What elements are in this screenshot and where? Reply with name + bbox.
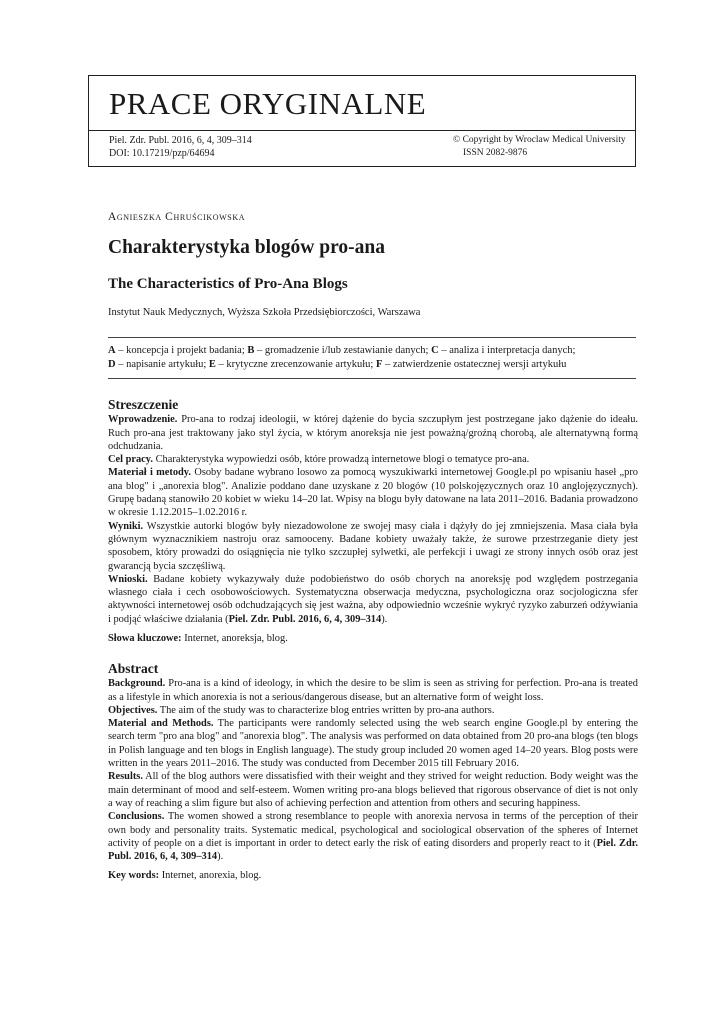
paragraph-label: Material and Methods. [108, 718, 214, 730]
abstract-section [108, 662, 638, 883]
contrib-text: – gromadzenie i/lub zestawianie danych; [254, 345, 432, 356]
citation-ref: Piel. Zdr. Publ. 2016, 6, 4, 309–314 [228, 613, 382, 625]
author-name: Agnieszka Chruścikowska [108, 211, 246, 223]
copyright-line: © Copyright by Wroclaw Medical University [453, 135, 626, 145]
contrib-letter: D [108, 358, 116, 370]
contrib-text: – krytyczne zrecenzowanie artykułu; [215, 358, 376, 370]
article-title-en: The Characteristics of Pro-Ana Blogs [108, 276, 348, 292]
abstract-paragraph [108, 573, 638, 626]
paragraph-text: Badane kobiety wykazywały duże podobieństwo do osób chorych na anoreksję pod względem postrzegania własnego ciała i cech osobowościowych. Systematyczna obserwacja medyczna, psychologiczna oraz socjologiczna sfer aktywności internetowej osób odchudzających się jest ważna, aby odpowiednio wcześnie wykryć ryzyko zaburzeń odżywiania i podjąć właściwe działania ( [108, 573, 638, 625]
abstract-paragraph [108, 810, 638, 863]
contributions-box [108, 337, 636, 379]
copyright-block [453, 134, 631, 160]
section-heading: Abstract [108, 661, 159, 676]
paragraph-text: Wszystkie autorki blogów były niezadowolone ze swojej masy ciała i dążyły do jej zmniejszenia. Masa ciała była głównym wyznacznikiem nastroju oraz samooceny. Badane kobiety uważały także, że surowe przestrzeganie diety jest sposobem, który prowadzi do osiągnięcia nie tylko szczupłej sylwetki, ale perfekcji i uwagi ze strony innych osób oraz jest gwarancją bycia szczęśliwą. [108, 520, 638, 572]
citation-ref: Piel. Zdr. Publ. 2016, 6, 4, 309–314 [108, 837, 638, 863]
paragraph-text: The participants were randomly selected using the web search engine Google.pl by entering the search term "pro ana blog" and "anorexia blog". The analysis was performed on data obtained from 20 pro-ana blogs (ten blogs in Polish language and ten blogs in English language). The study group included 20 women aged 14–20 years. Blog posts were written in the years 2011–2016. The study was conducted from December 2015 till February 2016. [108, 718, 638, 770]
keywords-label: Słowa kluczowe: [108, 633, 182, 645]
paragraph-text: Pro-ana to rodzaj ideologii, w której dążenie do bycia szczupłym jest postrzegane jako dążenie do ideału. Ruch pro-ana jest traktowany jako styl życia, w którym anoreksja nie jest poważną/groźną chorobą, ale alternatywną formą odchudzania. [108, 414, 638, 452]
contrib-text: – napisanie artykułu; [115, 358, 209, 370]
paragraph-label: Results. [108, 771, 143, 783]
keywords-text: Internet, anoreksja, blog. [181, 633, 288, 645]
abstract-paragraph [108, 413, 638, 453]
section-title: PRACE ORYGINALNE [109, 86, 427, 121]
abstract-paragraph [108, 520, 638, 573]
contrib-text: – analiza i interpretacja danych; [438, 345, 576, 356]
paragraph-label: Wyniki. [108, 520, 144, 532]
abstract-paragraph [108, 453, 638, 466]
paragraph-label: Background. [108, 678, 166, 690]
doi-line: DOI: 10.17219/pzp/64694 [109, 148, 215, 159]
abstract-paragraph [108, 677, 638, 704]
paragraph-text: The aim of the study was to characterize blog entries written by pro-ana authors. [157, 704, 495, 716]
contrib-letter: F [375, 358, 383, 370]
paragraph-label: Wnioski. [108, 573, 148, 585]
journal-header [88, 75, 636, 167]
contrib-text: – koncepcja i projekt badania; [115, 345, 248, 356]
abstract-paragraph [108, 717, 638, 770]
paragraph-label: Materiał i metody. [108, 467, 192, 479]
keywords-line [108, 869, 638, 882]
contrib-letter: B [247, 345, 255, 356]
header-divider [89, 130, 635, 131]
paragraph-label: Cel pracy. [108, 454, 154, 466]
contributions-line-2 [108, 358, 636, 372]
affiliation: Instytut Nauk Medycznych, Wyższa Szkoła Przedsiębiorczości, Warszawa [108, 307, 421, 318]
keywords-line [108, 632, 638, 645]
contrib-letter: E [208, 358, 216, 370]
paragraph-tail: ). [217, 851, 224, 863]
paragraph-tail: ). [381, 613, 388, 625]
section-heading: Streszczenie [108, 397, 179, 412]
paragraph-text: Pro-ana is a kind of ideology, in which the desire to be slim is seen as striving for perfection. Pro-ana is treated as a lifestyle in which anorexia is not a serious/dangerous disease, but an alternative form of weight loss. [108, 678, 638, 703]
contrib-letter: A [108, 345, 116, 356]
paragraph-label: Conclusions. [108, 811, 165, 823]
citation-block [109, 134, 252, 160]
paragraph-text: All of the blog authors were dissatisfied with their weight and they strived for weight reduction. Body weight was the main determinant of mood and self-esteem. Women writing pro-ana blogs believed that rigorous observance of diet is not only a way of reaching a slim figure but also of achieving perfection and attention from others and securing happiness. [108, 771, 638, 809]
contributions-line-1 [108, 344, 636, 358]
contrib-letter: C [431, 345, 439, 356]
paragraph-text: Osoby badane wybrano losowo za pomocą wyszukiwarki internetowej Google.pl po wpisaniu haseł „pro ana blog" i „anorexia blog". Analizie poddano dane uzyskane z 20 blogów (10 polskojęzycznych oraz 10 anglojęzycznych). Grupę badaną stanowiło 20 kobiet w wieku 14–20 lat. Wpisy na blogu były datowane na lata 2011–2016. Badania prowadzono w okresie 1.12.2015–1.02.2016 r. [108, 467, 638, 519]
abstract-paragraph [108, 466, 638, 519]
keywords-label: Key words: [108, 870, 160, 882]
abstract-paragraph [108, 704, 638, 717]
paragraph-text: Charakterystyka wypowiedzi osób, które prowadzą internetowe blogi o tematyce pro-ana. [153, 454, 530, 466]
contrib-text: – zatwierdzenie ostatecznej wersji artykułu [382, 358, 567, 370]
paragraph-text: The women showed a strong resemblance to people with anorexia nervosa in terms of the perception of their own body and personality traits. Systematic medical, psychological and sociological observation of the spheres of Internet activity of people on a diet is important in order to detect early the risk of eating disorders and properly react to it ( [108, 811, 638, 849]
keywords-text: Internet, anorexia, blog. [159, 870, 262, 882]
streszczenie-section [108, 398, 638, 645]
issn-line: ISSN 2082-9876 [463, 148, 528, 158]
abstract-paragraph [108, 770, 638, 810]
paragraph-label: Objectives. [108, 704, 158, 716]
citation-line: Piel. Zdr. Publ. 2016, 6, 4, 309–314 [109, 135, 252, 146]
article-title-pl: Charakterystyka blogów pro-ana [108, 237, 385, 258]
paragraph-label: Wprowadzenie. [108, 414, 178, 426]
